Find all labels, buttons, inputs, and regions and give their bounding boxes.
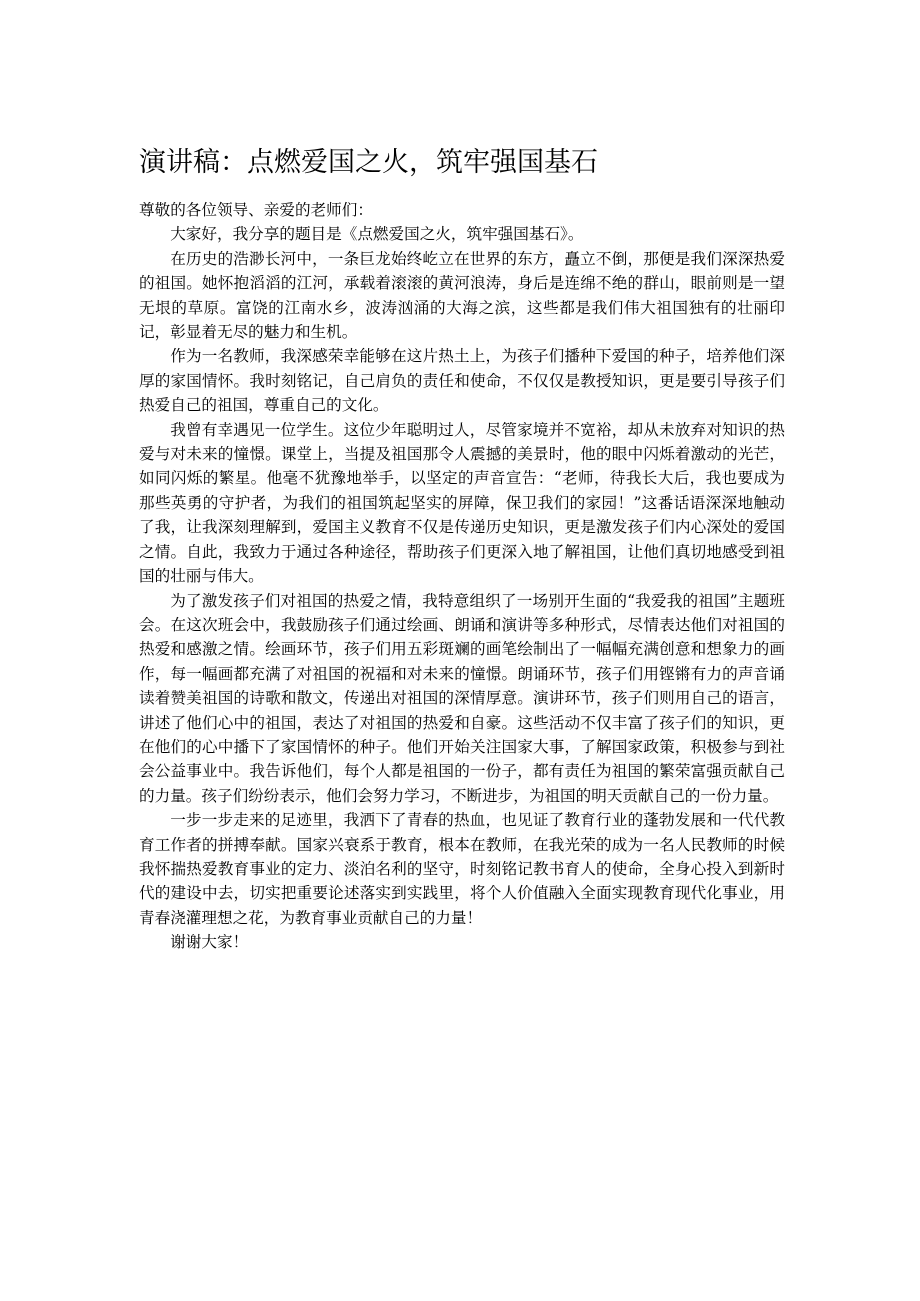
paragraph-student-story: 我曾有幸遇见一位学生。这位少年聪明过人，尽管家境并不宽裕，却从未放弃对知识的热爱与对未来的憧憬。课堂上，当提及祖国那令人震撼的美景时，他的眼中闪烁着激动的光芒，如同闪烁的繁星。他毫不犹豫地举手，以坚定的声音宣告：“老师，待我长大后，我也要成为那些英勇的守护者，为我们的祖国筑起坚实的屏障，保卫我们的家园！”这番话语深深地触动了我，让我深刻理解到，爱国主义教育不仅是传递历史知识，更是激发孩子们内心深处的爱国之情。自此，我致力于通过各种途径，帮助孩子们更深入地了解祖国，让他们真切地感受到祖国的壮丽与伟大。 [139, 420, 785, 586]
document-page [139, 0, 785, 1301]
document-title: 演讲稿：点燃爱国之火，筑牢强国基石 [139, 147, 598, 178]
paragraph-class-meeting: 为了激发孩子们对祖国的热爱之情，我特意组织了一场别开生面的“我爱我的祖国”主题班会。在这次班会中，我鼓励孩子们通过绘画、朗诵和演讲等多种形式，尽情表达他们对祖国的热爱和感激之情。绘画环节，孩子们用五彩斑斓的画笔绘制出了一幅幅充满创意和想象力的画作，每一幅画都充满了对祖国的祝福和对未来的憧憬。朗诵环节，孩子们用铿锵有力的声音诵读着赞美祖国的诗歌和散文，传递出对祖国的深情厚意。演讲环节，孩子们则用自己的语言，讲述了他们心中的祖国，表达了对祖国的热爱和自豪。这些活动不仅丰富了孩子们的知识，更在他们的心中播下了家国情怀的种子。他们开始关注国家大事，了解国家政策，积极参与到社会公益事业中。我告诉他们，每个人都是祖国的一份子，都有责任为祖国的繁荣富强贡献自己的力量。孩子们纷纷表示，他们会努力学习，不断进步，为祖国的明天贡献自己的一份力量。 [139, 591, 785, 805]
salutation: 尊敬的各位领导、亲爱的老师们： [139, 201, 373, 219]
paragraph-greeting: 大家好，我分享的题目是《点燃爱国之火，筑牢强国基石》。 [170, 225, 584, 244]
paragraph-teacher-role: 作为一名教师，我深感荣幸能够在这片热土上，为孩子们播种下爱国的种子，培养他们深厚的家国情怀。我时刻铭记，自己肩负的责任和使命，不仅仅是教授知识，更是要引导孩子们热爱自己的祖国，尊重自己的文化。 [139, 347, 785, 415]
paragraph-dedication: 一步一步走来的足迹里，我洒下了青春的热血，也见证了教育行业的蓬勃发展和一代代教育工作者的拼搏奉献。国家兴衰系于教育，根本在教师，在我光荣的成为一名人民教师的时候我怀揣热爱教育事业的定力、淡泊名利的坚守，时刻铭记教书育人的使命，全身心投入到新时代的建设中去，切实把重要论述落实到实践里，将个人价值融入全面实现教育现代化事业，用青春浇灌理想之花，为教育事业贡献自己的力量！ [139, 811, 785, 927]
paragraph-motherland: 在历史的浩渺长河中，一条巨龙始终屹立在世界的东方，矗立不倒，那便是我们深深热爱的祖国。她怀抱滔滔的江河，承载着滚滚的黄河浪涛，身后是连绵不绝的群山，眼前则是一望无垠的草原。富饶的江南水乡，波涛汹涌的大海之滨，这些都是我们伟大祖国独有的壮丽印记，彰显着无尽的魅力和生机。 [139, 249, 785, 342]
paragraph-thanks: 谢谢大家！ [170, 933, 249, 952]
document-body [139, 198, 785, 955]
